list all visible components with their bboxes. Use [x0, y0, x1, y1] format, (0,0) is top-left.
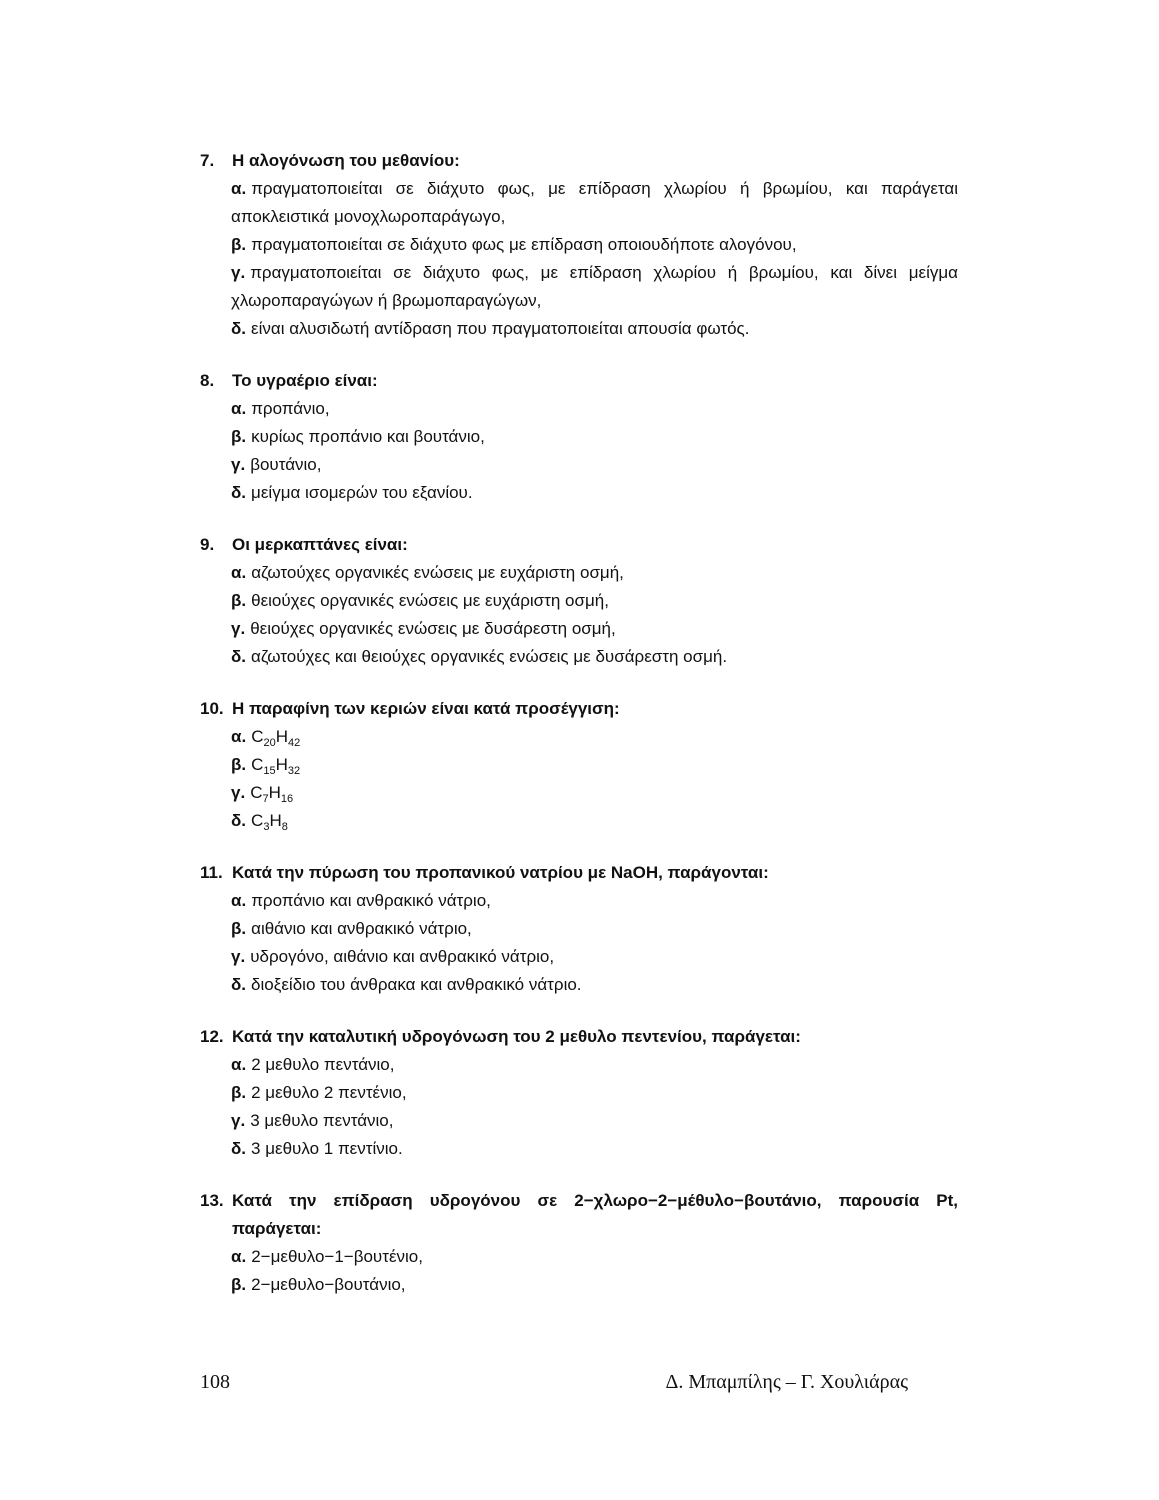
option-text: πραγματοποιείται σε διάχυτο φως, με επίδραση χλωρίου ή βρωμίου, και παράγεται αποκλειστικά μονοχλωροπαράγωγο,: [231, 179, 958, 226]
option-letter: δ.: [231, 319, 247, 338]
options-list: [200, 1051, 958, 1163]
option-b: [231, 231, 958, 259]
options-list: [200, 1243, 958, 1299]
option-text: 2 μεθυλο πεντάνιο,: [251, 1055, 395, 1074]
formula: [251, 755, 301, 777]
carbon-count: 3: [263, 821, 270, 833]
question-number: 11.: [200, 863, 223, 882]
option-b: [231, 751, 958, 779]
hydrogen-count: 32: [287, 765, 301, 777]
question-9: [200, 531, 958, 671]
hydrogen-count: 42: [288, 737, 301, 749]
option-letter: β.: [231, 427, 247, 446]
option-letter: δ.: [231, 483, 247, 502]
hydrogen-count: 8: [281, 821, 288, 833]
option-letter: α.: [231, 1247, 247, 1266]
option-b: [231, 1079, 958, 1107]
option-text: υδρογόνο, αιθάνιο και ανθρακικό νάτριο,: [250, 947, 555, 966]
option-d: [231, 315, 958, 343]
option-letter: δ.: [231, 811, 247, 830]
question-text: Κατά την πύρωση του προπανικού νατρίου με NaOH, παράγονται:: [232, 863, 769, 882]
option-letter: α.: [231, 727, 247, 746]
option-letter: γ.: [231, 263, 246, 282]
option-text: είναι αλυσιδωτή αντίδραση που πραγματοποιείται απουσία φωτός.: [251, 319, 750, 338]
option-b: [231, 915, 958, 943]
option-text: θειούχες οργανικές ενώσεις με ευχάριστη οσμή,: [251, 591, 609, 610]
option-letter: γ.: [231, 619, 246, 638]
question-number: 12.: [200, 1027, 224, 1046]
option-c: [231, 943, 958, 971]
options-list: [200, 175, 958, 343]
option-c: [231, 451, 958, 479]
question-10: [200, 695, 958, 835]
option-letter: δ.: [231, 1139, 247, 1158]
option-d: [231, 643, 958, 671]
option-letter: β.: [231, 1083, 247, 1102]
option-letter: β.: [231, 1275, 247, 1294]
option-letter: β.: [231, 919, 247, 938]
option-text: 3 μεθυλο πεντάνιο,: [250, 1111, 394, 1130]
option-text: 2−μεθυλο−1−βουτένιο,: [251, 1247, 423, 1266]
carbon-count: 15: [263, 765, 276, 777]
option-a: [231, 395, 958, 423]
question-number: 7.: [200, 151, 215, 170]
question-text: Η αλογόνωση του μεθανίου:: [232, 151, 460, 170]
option-letter: β.: [231, 235, 247, 254]
question-7: [200, 147, 958, 343]
options-list: [200, 395, 958, 507]
question-title: [200, 367, 958, 395]
option-b: [231, 587, 958, 615]
options-list: [200, 559, 958, 671]
question-title: [200, 147, 958, 175]
option-letter: α.: [231, 399, 247, 418]
page-number: 108: [200, 1371, 230, 1393]
option-letter: δ.: [231, 975, 247, 994]
carbon-count: 7: [262, 793, 269, 805]
option-d: [231, 807, 958, 835]
option-letter: α.: [231, 179, 247, 198]
option-text: αζωτούχες και θειούχες οργανικές ενώσεις με δυσάρεστη οσμή.: [251, 647, 728, 666]
option-a: [231, 1243, 958, 1271]
option-d: [231, 479, 958, 507]
formula-carbon: C: [251, 727, 264, 746]
question-title: [200, 1023, 958, 1051]
question-number: 9.: [200, 535, 215, 554]
option-text: 2−μεθυλο−βουτάνιο,: [251, 1275, 406, 1294]
question-number: 8.: [200, 371, 215, 390]
question-title: [200, 1187, 958, 1243]
option-a: [231, 559, 958, 587]
option-letter: α.: [231, 563, 247, 582]
formula: [251, 727, 301, 749]
question-title: [200, 531, 958, 559]
question-text: Οι μερκαπτάνες είναι:: [232, 535, 408, 554]
option-c: [231, 615, 958, 643]
option-letter: γ.: [231, 455, 246, 474]
option-letter: γ.: [231, 947, 246, 966]
option-c: [231, 1107, 958, 1135]
hydrogen-count: 16: [280, 793, 294, 805]
option-text: πραγματοποιείται σε διάχυτο φως με επίδραση οποιουδήποτε αλογόνου,: [251, 235, 797, 254]
formula-carbon: C: [250, 783, 263, 802]
question-title: [200, 859, 958, 887]
question-12: [200, 1023, 958, 1163]
option-c: [231, 259, 958, 315]
question-title: [200, 695, 958, 723]
formula-carbon: C: [251, 811, 264, 830]
question-text: Κατά την επίδραση υδρογόνου σε 2−χλωρο−2−μέθυλο−βουτάνιο, παρουσία Pt, παράγεται:: [232, 1191, 958, 1238]
option-text: διοξείδιο του άνθρακα και ανθρακικό νάτριο.: [251, 975, 582, 994]
formula: [250, 783, 294, 805]
option-text: θειούχες οργανικές ενώσεις με δυσάρεστη οσμή,: [250, 619, 616, 638]
option-text: αιθάνιο και ανθρακικό νάτριο,: [251, 919, 472, 938]
option-text: 3 μεθυλο 1 πεντίνιο.: [251, 1139, 403, 1158]
option-text: μείγμα ισομερών του εξανίου.: [251, 483, 473, 502]
option-text: αζωτούχες οργανικές ενώσεις με ευχάριστη οσμή,: [251, 563, 624, 582]
option-letter: α.: [231, 1055, 247, 1074]
questions-section: [200, 147, 958, 1323]
option-letter: β.: [231, 591, 247, 610]
option-text: πραγματοποιείται σε διάχυτο φως, με επίδραση χλωρίου ή βρωμίου, και δίνει μείγμα χλωροπαραγώγων ή βρωμοπαραγώγων,: [231, 263, 958, 310]
option-a: [231, 723, 958, 751]
option-b: [231, 1271, 958, 1299]
option-letter: β.: [231, 755, 247, 774]
formula-hydrogen: H: [269, 811, 282, 830]
option-text: 2 μεθυλο 2 πεντένιο,: [251, 1083, 407, 1102]
option-text: βουτάνιο,: [250, 455, 322, 474]
question-8: [200, 367, 958, 507]
question-number: 10.: [200, 699, 224, 718]
question-text: Η παραφίνη των κεριών είναι κατά προσέγγιση:: [232, 699, 620, 718]
option-a: [231, 887, 958, 915]
option-b: [231, 423, 958, 451]
options-list: [200, 723, 958, 835]
option-text: κυρίως προπάνιο και βουτάνιο,: [251, 427, 485, 446]
question-text: Το υγραέριο είναι:: [232, 371, 378, 390]
formula-carbon: C: [251, 755, 264, 774]
option-d: [231, 971, 958, 999]
option-letter: α.: [231, 891, 247, 910]
option-c: [231, 779, 958, 807]
question-11: [200, 859, 958, 999]
options-list: [200, 887, 958, 999]
option-letter: γ.: [231, 1111, 246, 1130]
formula: [251, 811, 288, 833]
option-a: [231, 1051, 958, 1079]
formula-hydrogen: H: [268, 783, 281, 802]
option-letter: γ.: [231, 783, 246, 802]
option-d: [231, 1135, 958, 1163]
question-number: 13.: [200, 1191, 224, 1210]
carbon-count: 20: [263, 737, 276, 749]
question-13: [200, 1187, 958, 1299]
formula-hydrogen: H: [275, 727, 288, 746]
footer-authors: Δ. Μπαμπίλης – Γ. Χουλιάρας: [665, 1371, 908, 1393]
option-text: προπάνιο,: [251, 399, 330, 418]
option-text: προπάνιο και ανθρακικό νάτριο,: [251, 891, 491, 910]
question-text: Κατά την καταλυτική υδρογόνωση του 2 μεθυλο πεντενίου, παράγεται:: [232, 1027, 801, 1046]
option-a: [231, 175, 958, 231]
formula-hydrogen: H: [275, 755, 288, 774]
option-letter: δ.: [231, 647, 247, 666]
